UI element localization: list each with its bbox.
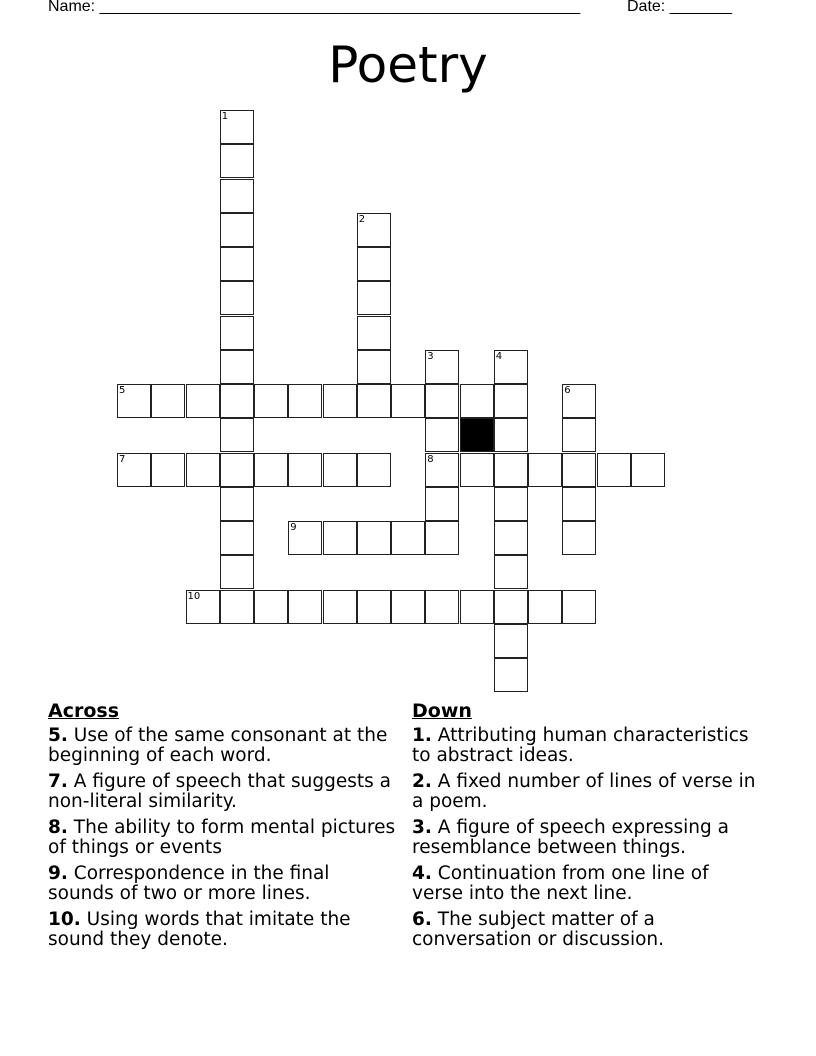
grid-cell[interactable] xyxy=(562,521,596,555)
clue-number: 10. xyxy=(48,909,81,930)
clue-across-10 xyxy=(48,910,398,950)
clue-number: 2. xyxy=(412,771,432,792)
grid-cell[interactable] xyxy=(288,590,322,624)
clue-text: The ability to form mental pictures of things or events xyxy=(48,817,396,858)
clue-number: 1. xyxy=(412,725,432,746)
grid-cell[interactable] xyxy=(391,521,425,555)
clue-across-9 xyxy=(48,864,398,904)
grid-cell[interactable] xyxy=(425,590,459,624)
cell-number: 5 xyxy=(119,385,126,396)
grid-cell[interactable] xyxy=(494,350,528,384)
clue-down-6 xyxy=(412,910,762,950)
down-heading: Down xyxy=(412,700,472,722)
grid-cell[interactable] xyxy=(151,384,185,418)
grid-cell[interactable] xyxy=(220,247,254,281)
clue-text: A figure of speech that suggests a non-literal similarity. xyxy=(48,771,391,812)
clue-number: 6. xyxy=(412,909,432,930)
grid-cell[interactable] xyxy=(494,418,528,452)
grid-cell[interactable] xyxy=(494,555,528,589)
down-clues xyxy=(412,700,762,956)
clue-down-3 xyxy=(412,818,762,858)
cell-number: 3 xyxy=(427,350,434,362)
grid-cell[interactable] xyxy=(288,521,322,555)
grid-cell[interactable] xyxy=(528,590,562,624)
grid-cell[interactable] xyxy=(254,453,288,487)
grid-cell[interactable] xyxy=(220,590,254,624)
grid-cell[interactable] xyxy=(254,590,288,624)
clue-text: Using words that imitate the sound they denote. xyxy=(48,909,351,950)
clue-across-7 xyxy=(48,772,398,812)
clue-text: Use of the same consonant at the beginning of each word. xyxy=(48,725,388,766)
clue-down-2 xyxy=(412,772,762,812)
grid-cell[interactable] xyxy=(220,521,254,555)
grid-cell[interactable] xyxy=(425,384,459,418)
grid-cell[interactable] xyxy=(323,521,357,555)
grid-cell[interactable] xyxy=(220,555,254,589)
black-cell xyxy=(460,418,494,452)
clue-number: 7. xyxy=(48,771,68,792)
cell-number: 6 xyxy=(564,385,571,396)
clue-across-5 xyxy=(48,726,398,766)
grid-cell[interactable] xyxy=(528,453,562,487)
grid-cell[interactable] xyxy=(631,453,665,487)
across-heading: Across xyxy=(48,700,120,722)
grid-cell[interactable] xyxy=(562,384,596,418)
grid-cell[interactable] xyxy=(425,418,459,452)
grid-cell[interactable] xyxy=(117,453,151,487)
grid-cell[interactable] xyxy=(220,487,254,521)
cell-number: 10 xyxy=(187,590,201,602)
grid-cell[interactable] xyxy=(357,213,391,247)
grid-cell[interactable] xyxy=(323,453,357,487)
grid-cell[interactable] xyxy=(151,453,185,487)
grid-cell[interactable] xyxy=(220,179,254,213)
grid-cell[interactable] xyxy=(460,384,494,418)
grid-cell[interactable] xyxy=(357,316,391,350)
grid-cell[interactable] xyxy=(425,521,459,555)
grid-cell[interactable] xyxy=(357,384,391,418)
clue-number: 8. xyxy=(48,817,68,838)
grid-cell[interactable] xyxy=(254,384,288,418)
clue-text: Attributing human characteristics to abstract ideas. xyxy=(412,725,749,766)
clue-number: 9. xyxy=(48,863,68,884)
grid-cell[interactable] xyxy=(288,384,322,418)
grid-cell[interactable] xyxy=(186,590,220,624)
clue-number: 3. xyxy=(412,817,432,838)
grid-cell[interactable] xyxy=(391,590,425,624)
grid-cell[interactable] xyxy=(186,384,220,418)
grid-cell[interactable] xyxy=(357,453,391,487)
grid-cell[interactable] xyxy=(117,384,151,418)
cell-number: 8 xyxy=(427,453,434,465)
cell-number: 9 xyxy=(290,522,297,533)
grid-cell[interactable] xyxy=(357,350,391,384)
grid-cell[interactable] xyxy=(220,453,254,487)
clue-text: Continuation from one line of verse into the next line. xyxy=(412,863,709,904)
page-title: Poetry xyxy=(328,36,488,94)
grid-cell[interactable] xyxy=(494,487,528,521)
grid-cell[interactable] xyxy=(220,144,254,178)
cell-number: 2 xyxy=(358,213,366,225)
grid-cell[interactable] xyxy=(597,453,631,487)
grid-cell[interactable] xyxy=(494,590,528,624)
grid-cell[interactable] xyxy=(562,453,596,487)
grid-cell[interactable] xyxy=(323,384,357,418)
grid-cell[interactable] xyxy=(357,590,391,624)
clue-text: A figure of speech expressing a resemblance between things. xyxy=(412,817,729,858)
grid-cell[interactable] xyxy=(391,384,425,418)
grid-cell[interactable] xyxy=(425,453,459,487)
clue-down-4 xyxy=(412,864,762,904)
grid-cell[interactable] xyxy=(562,487,596,521)
grid-cell[interactable] xyxy=(220,281,254,315)
grid-cell[interactable] xyxy=(460,453,494,487)
grid-cell[interactable] xyxy=(562,418,596,452)
clue-across-8 xyxy=(48,818,398,858)
clue-text: A fixed number of lines of verse in a poem. xyxy=(412,771,756,812)
grid-cell[interactable] xyxy=(220,316,254,350)
grid-cell[interactable] xyxy=(186,453,220,487)
grid-cell[interactable] xyxy=(323,590,357,624)
grid-cell[interactable] xyxy=(562,590,596,624)
grid-cell[interactable] xyxy=(357,247,391,281)
across-clues xyxy=(48,700,398,956)
grid-cell[interactable] xyxy=(288,453,322,487)
grid-cell[interactable] xyxy=(220,384,254,418)
grid-cell[interactable] xyxy=(460,590,494,624)
clue-number: 5. xyxy=(48,725,68,746)
grid-cell[interactable] xyxy=(220,350,254,384)
clue-text: The subject matter of a conversation or discussion. xyxy=(412,909,665,950)
grid-cell[interactable] xyxy=(494,453,528,487)
clue-number: 4. xyxy=(412,863,432,884)
grid-cell[interactable] xyxy=(425,487,459,521)
cell-number: 7 xyxy=(119,453,126,465)
grid-cell[interactable] xyxy=(220,213,254,247)
grid-cell[interactable] xyxy=(425,350,459,384)
grid-cell[interactable] xyxy=(220,110,254,144)
grid-cell[interactable] xyxy=(220,418,254,452)
date-field[interactable]: Date: _______ xyxy=(627,0,732,15)
grid-cell[interactable] xyxy=(494,384,528,418)
grid-cell[interactable] xyxy=(494,521,528,555)
clue-down-1 xyxy=(412,726,762,766)
grid-cell[interactable] xyxy=(494,658,528,692)
clue-text: Correspondence in the final sounds of two or more lines. xyxy=(48,863,330,904)
name-field[interactable]: Name: ______________________________________________________ xyxy=(48,0,581,15)
cell-number: 1 xyxy=(221,111,229,122)
grid-cell[interactable] xyxy=(494,624,528,658)
grid-cell[interactable] xyxy=(357,281,391,315)
cell-number: 4 xyxy=(495,350,503,362)
grid-cell[interactable] xyxy=(357,521,391,555)
